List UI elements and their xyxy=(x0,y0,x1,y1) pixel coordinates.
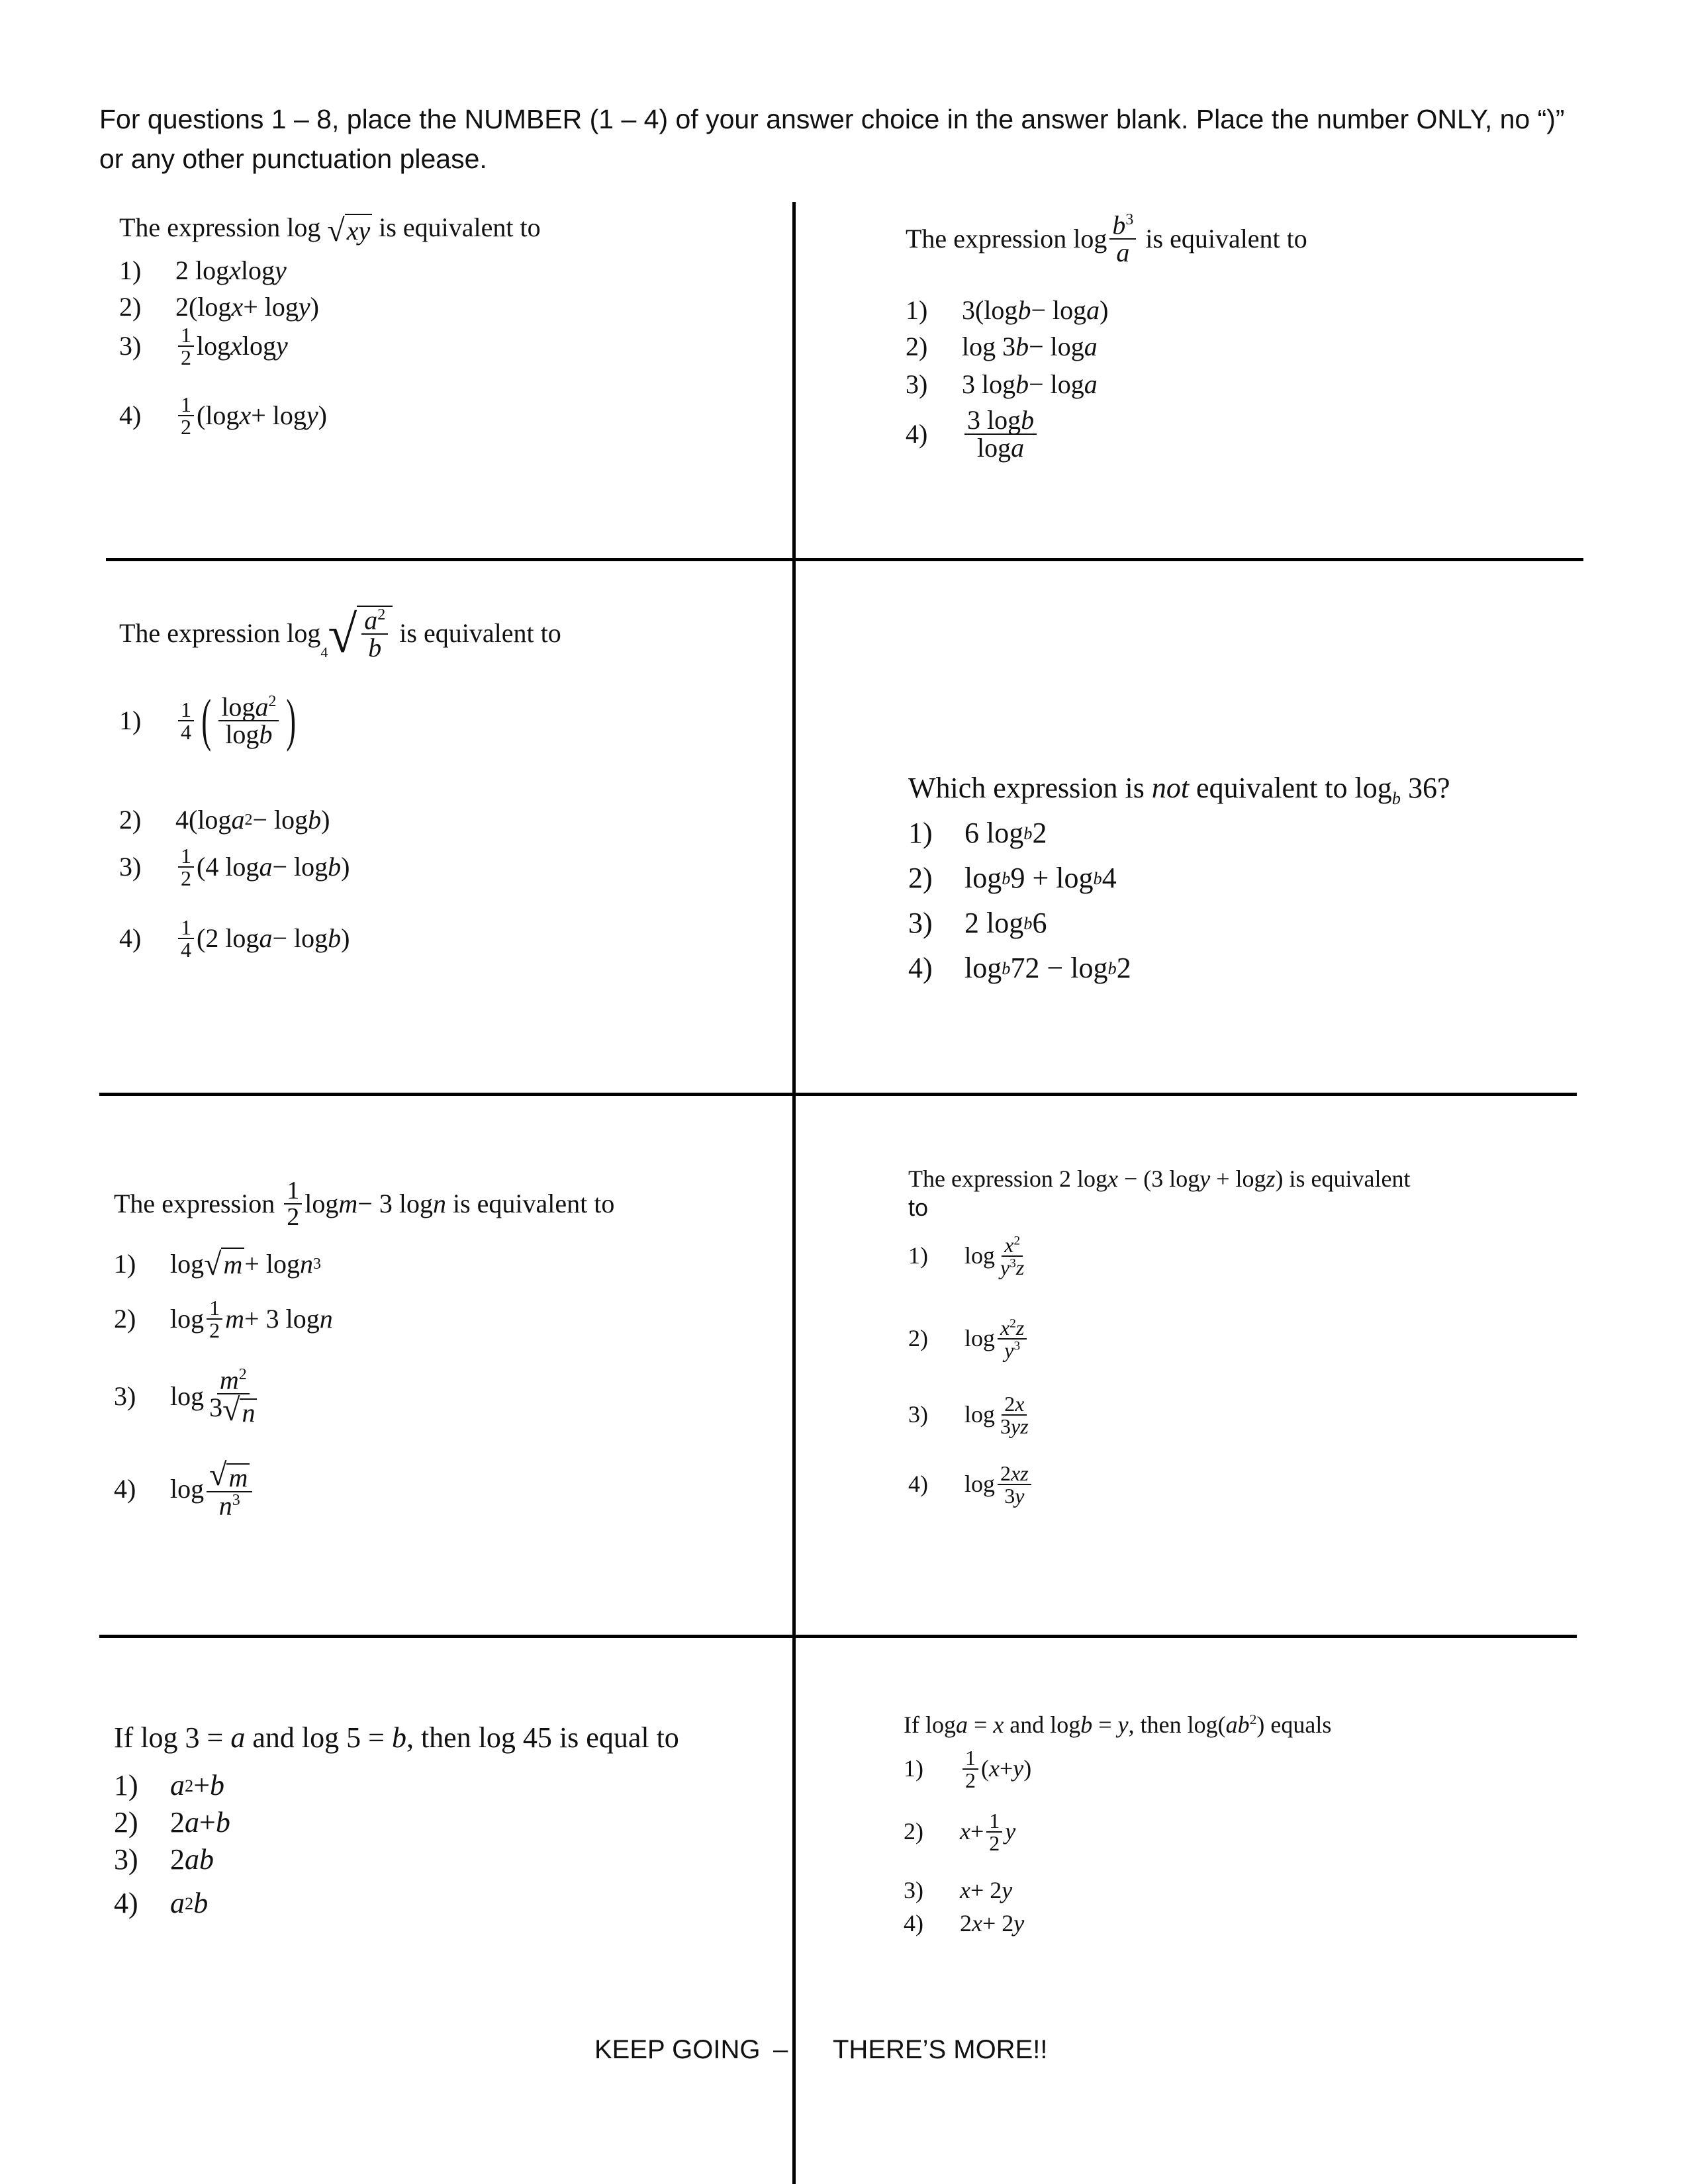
question-6-option-2: 2) log $x^2z$ $y^3$ xyxy=(908,1317,1029,1361)
question-4 xyxy=(908,771,1570,996)
question-8-stem: If loga = x and logb = y, then $\log(ab^2)$ equals xyxy=(904,1711,1332,1738)
question-6-stem: The expression 2 logx − (3 logy + logz) is equivalent to xyxy=(908,1165,1411,1222)
question-1-option-4: 4) 1 2 (log x + log y ) xyxy=(119,392,327,439)
question-7-option-3: 3) 2 ab xyxy=(114,1843,214,1876)
question-4-option-3: 3) 2 log b 6 xyxy=(908,907,1047,939)
question-8-option-1: 1) 1 2 ( x + y ) xyxy=(904,1746,1032,1792)
question-3-option-2: 2) 4(log a 2 − log b ) xyxy=(119,805,330,835)
question-3-option-1: 1) 1 4 ( loga$^2$ logb ) xyxy=(119,688,297,752)
question-1 xyxy=(119,212,774,543)
question-5-option-3: 3) log $m^2$ 3 √ n xyxy=(114,1367,262,1426)
question-2-stem: The expression log $b^3$ a is equivalent to xyxy=(906,210,1307,268)
question-7-option-4: 4) a 2 b xyxy=(114,1887,209,1919)
footer-theres-more: THERE’S MORE!! xyxy=(833,2035,1048,2064)
question-7-option-1: 1) a 2 + b xyxy=(114,1769,225,1801)
footer-dash: – xyxy=(773,2035,788,2064)
question-5-option-1: 1) log √ m + log n 3 xyxy=(114,1247,322,1282)
footer-keep-going: KEEP GOING xyxy=(594,2035,761,2064)
question-6-option-4: 4) log 2xz 3y xyxy=(908,1463,1034,1506)
question-3-stem: The expression log 4 √ $\frac{a^2}{b}$ is equivalent to xyxy=(119,605,561,664)
question-2 xyxy=(906,212,1568,543)
horizontal-divider-1 xyxy=(106,558,1583,561)
question-8-option-4: 4) 2 x + 2 y xyxy=(904,1910,1025,1936)
question-1-stem: The expression log √ xy is equivalent to xyxy=(119,212,541,248)
question-6-option-3: 3) log 2x 3yz xyxy=(908,1392,1029,1438)
horizontal-divider-3 xyxy=(99,1635,1577,1638)
vertical-divider xyxy=(792,202,796,2184)
horizontal-divider-2 xyxy=(99,1093,1577,1096)
question-6 xyxy=(908,1165,1570,1535)
question-2-option-2: 2) log 3 b − log a xyxy=(906,332,1098,361)
question-6-option-1: 1) log $x^2$ $y^3z$ xyxy=(908,1233,1025,1279)
question-2-option-1: 1) 3(log b − log a ) xyxy=(906,295,1109,325)
question-8 xyxy=(904,1711,1566,1936)
question-7-option-2: 2) 2 a + b xyxy=(114,1806,230,1839)
question-2-option-3: 3) 3 log b − log a xyxy=(906,369,1098,399)
question-3 xyxy=(119,606,774,1029)
question-5 xyxy=(114,1178,776,1549)
question-3-option-4: 4) 1 4 (2 log a − log b ) xyxy=(119,915,350,962)
question-1-option-1: 1) 2 log x log y xyxy=(119,255,287,285)
question-8-option-2: 2) x + 1 2 y xyxy=(904,1809,1016,1855)
question-1-option-3: 3) 1 2 log x log y xyxy=(119,323,288,369)
question-5-option-4: 4) log √ m $n^3$ xyxy=(114,1459,255,1519)
question-7 xyxy=(114,1721,776,1933)
question-5-stem: The expression 1 2 log m − 3 log n is equivalent to xyxy=(114,1177,615,1231)
question-4-option-4: 4) log b 72 − log b 2 xyxy=(908,952,1131,984)
question-4-option-1: 1) 6 log b 2 xyxy=(908,817,1047,849)
question-7-stem: If log 3 = a and log 5 = b, then log 45 is equal to xyxy=(114,1721,679,1754)
question-3-option-3: 3) 1 2 (4 log a − log b ) xyxy=(119,844,350,890)
question-2-option-4: 4) 3 logb loga xyxy=(906,407,1039,461)
question-5-option-2: 2) log 1 2 m + 3 log n xyxy=(114,1296,333,1342)
question-1-option-2: 2) 2(log x + log y ) xyxy=(119,292,319,322)
question-4-stem: Which expression is not equivalent to $\log_b 36$? xyxy=(908,772,1450,808)
instructions: For questions 1 – 8, place the NUMBER (1 – 4) of your answer choice in the answer blank. Place the number ONLY, no “)” or any other punctuation please. xyxy=(99,104,1565,174)
question-4-option-2: 2) log b 9 + log b 4 xyxy=(908,862,1117,894)
question-8-option-3: 3) x + 2 y xyxy=(904,1877,1013,1903)
